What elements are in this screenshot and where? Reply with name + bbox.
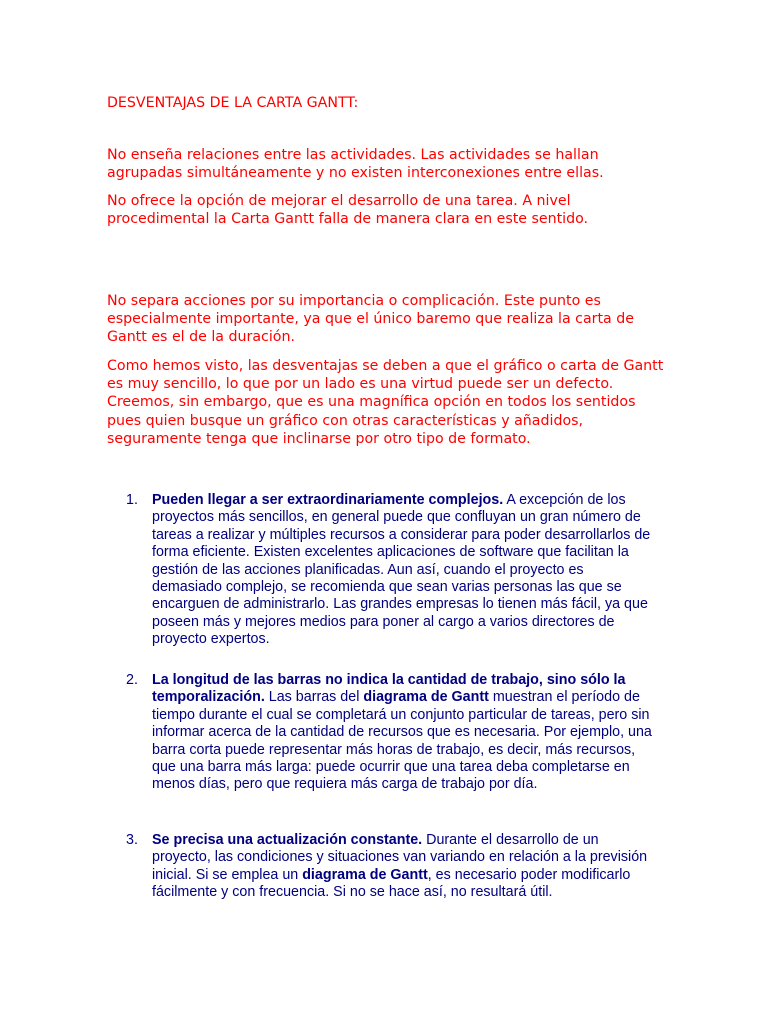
list-item-body: muestran el período de tiempo durante el cual se completará un conjunto particular de tareas, pero sin informar acerca de la cantidad de recursos que es necesaria. Por ejemplo, una barra corta puede representar más horas de trabajo, es decir, más recursos, que una barra más larga: puede ocurrir que una tarea deba completarse en menos días, pero que requiera más carga de trabajo por día. bbox=[152, 689, 652, 793]
list-number: 3. bbox=[126, 832, 138, 848]
list-item-body: , es necesario poder modificarlo fácilmente y con frecuencia. Si no se hace así, no resultará útil. bbox=[152, 866, 631, 901]
paragraph-1: No enseña relaciones entre las actividades. Las actividades se hallan agrupadas simultáneamente y no existen interconexiones entre ellas. bbox=[107, 147, 604, 182]
section-heading: DESVENTAJAS DE LA CARTA GANTT: bbox=[107, 95, 359, 111]
list-item-body: Durante el desarrollo de un proyecto, las condiciones y situaciones van variando en relación a la previsión inicial. Si se emplea un bbox=[152, 832, 648, 883]
list-item-term: diagrama de Gantt bbox=[302, 866, 428, 883]
list-item-text bbox=[152, 832, 652, 902]
list-item-lead: La longitud de las barras no indica la cantidad de trabajo, sino sólo la temporalización. bbox=[152, 672, 626, 706]
paragraph-3: No separa acciones por su importancia o complicación. Este punto es especialmente importante, ya que el único baremo que realiza la carta de Gantt es el de la duración. bbox=[107, 293, 634, 346]
paragraph-4: Como hemos visto, las desventajas se deben a que el gráfico o carta de Gantt es muy sencillo, lo que por un lado es una virtud puede ser un defecto. Creemos, sin embargo, que es una magnífica opción en todos los sentidos pues quien busque un gráfico con otras características y añadidos, seguramente tenga que inclinarse por otro tipo de formato. bbox=[107, 358, 664, 447]
list-item-body: A excepción de los proyectos más sencillos, en general puede que confluyan un gran número de tareas a realizar y múltiples recursos a considerar para poder desarrollarlos de forma eficiente. Existen excelentes aplicaciones de software que facilitan la gestión de las acciones planificadas. Aun así, cuando el proyecto es demasiado complejo, se recomienda que sean varias personas las que se encarguen de administrarlo. Las grandes empresas lo tienen más fácil, ya que poseen más y mejores medios para poner al cargo a varios directores de proyecto expertos. bbox=[152, 492, 651, 648]
list-item-lead: Pueden llegar a ser extraordinariamente complejos. bbox=[152, 492, 504, 508]
list-item-text bbox=[152, 492, 652, 649]
list-item-body: Las barras del bbox=[264, 689, 364, 706]
list-number: 1. bbox=[126, 492, 138, 508]
list-item-lead: Se precisa una actualización constante. bbox=[152, 832, 423, 848]
list-item-text bbox=[152, 672, 652, 794]
list-number: 2. bbox=[126, 672, 138, 688]
list-item-term: diagrama de Gantt bbox=[363, 689, 489, 706]
paragraph-2: No ofrece la opción de mejorar el desarrollo de una tarea. A nivel procedimental la Carta Gantt falla de manera clara en este sentido. bbox=[107, 193, 589, 228]
